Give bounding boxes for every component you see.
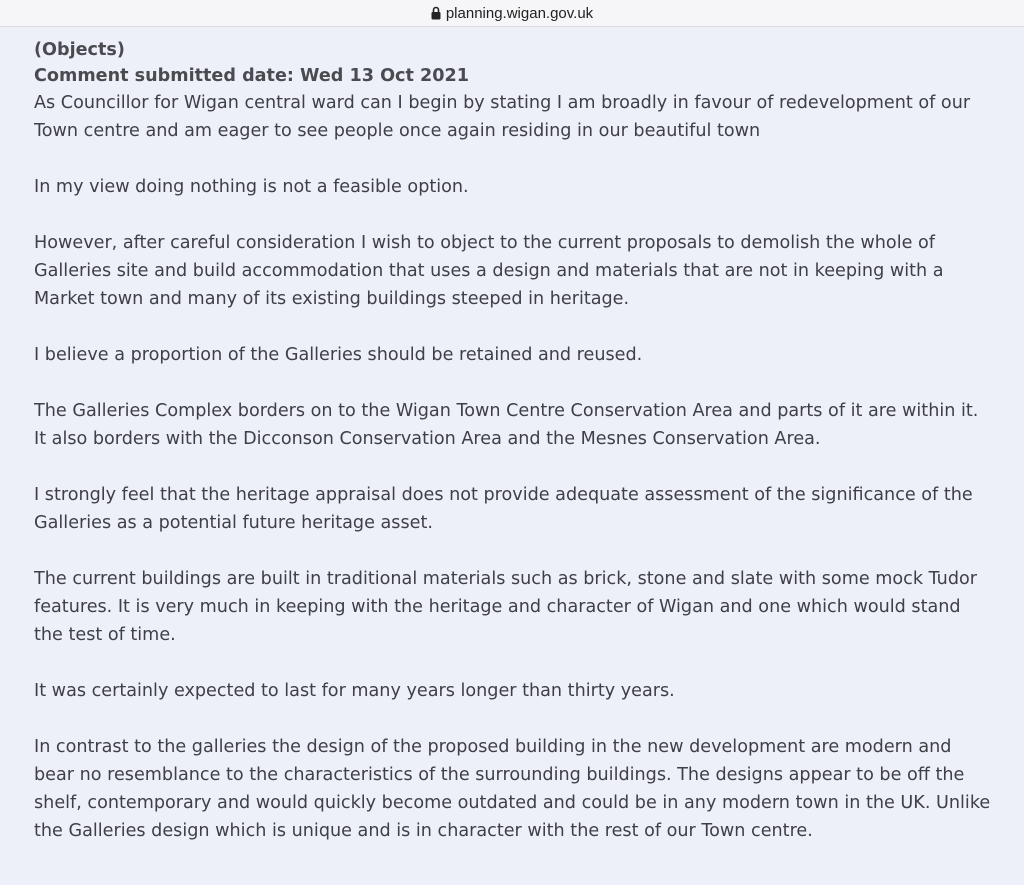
lock-icon — [431, 6, 441, 20]
comment-paragraph: As Councillor for Wigan central ward can I begin by stating I am broadly in favour of redevelopment of our Town centre and am eager to see people once again residing in our beautiful town — [34, 93, 971, 141]
browser-address-bar[interactable] — [0, 0, 1024, 27]
comment-stance: (Objects) — [34, 40, 125, 60]
comment-paragraph: I strongly feel that the heritage appraisal does not provide adequate assessment of the significance of the Galleries as a potential future heritage asset. — [34, 485, 973, 533]
comment-content — [34, 38, 994, 873]
comment-date: Comment submitted date: Wed 13 Oct 2021 — [34, 66, 469, 86]
comment-paragraph: In contrast to the galleries the design of the proposed building in the new development are modern and bear no resemblance to the characteristics of the surrounding buildings. The designs appear to be off the shelf, contemporary and would quickly become outdated and could be in any modern town in the UK. Unlike the Galleries design which is unique and is in character with the rest of our Town centre. — [34, 737, 991, 841]
comment-paragraph: It was certainly expected to last for many years longer than thirty years. — [34, 681, 675, 701]
comment-paragraph: However, after careful consideration I wish to object to the current proposals to demolish the whole of Galleries site and build accommodation that uses a design and materials that are not in keeping with a Market town and many of its existing buildings steeped in heritage. — [34, 233, 944, 309]
comment-paragraph: The current buildings are built in traditional materials such as brick, stone and slate with some mock Tudor features. It is very much in keeping with the heritage and character of Wigan and one which would stand the test of time. — [34, 569, 977, 645]
comment-paragraph: I believe a proportion of the Galleries should be retained and reused. — [34, 345, 643, 365]
url-display[interactable] — [431, 5, 593, 22]
comment-paragraph: In my view doing nothing is not a feasible option. — [34, 177, 469, 197]
url-text: planning.wigan.gov.uk — [445, 4, 594, 22]
comment-paragraph: The Galleries Complex borders on to the Wigan Town Centre Conservation Area and parts of it are within it. It also borders with the Dicconson Conservation Area and the Mesnes Conservation Area. — [34, 401, 979, 449]
comment-body — [34, 89, 994, 845]
